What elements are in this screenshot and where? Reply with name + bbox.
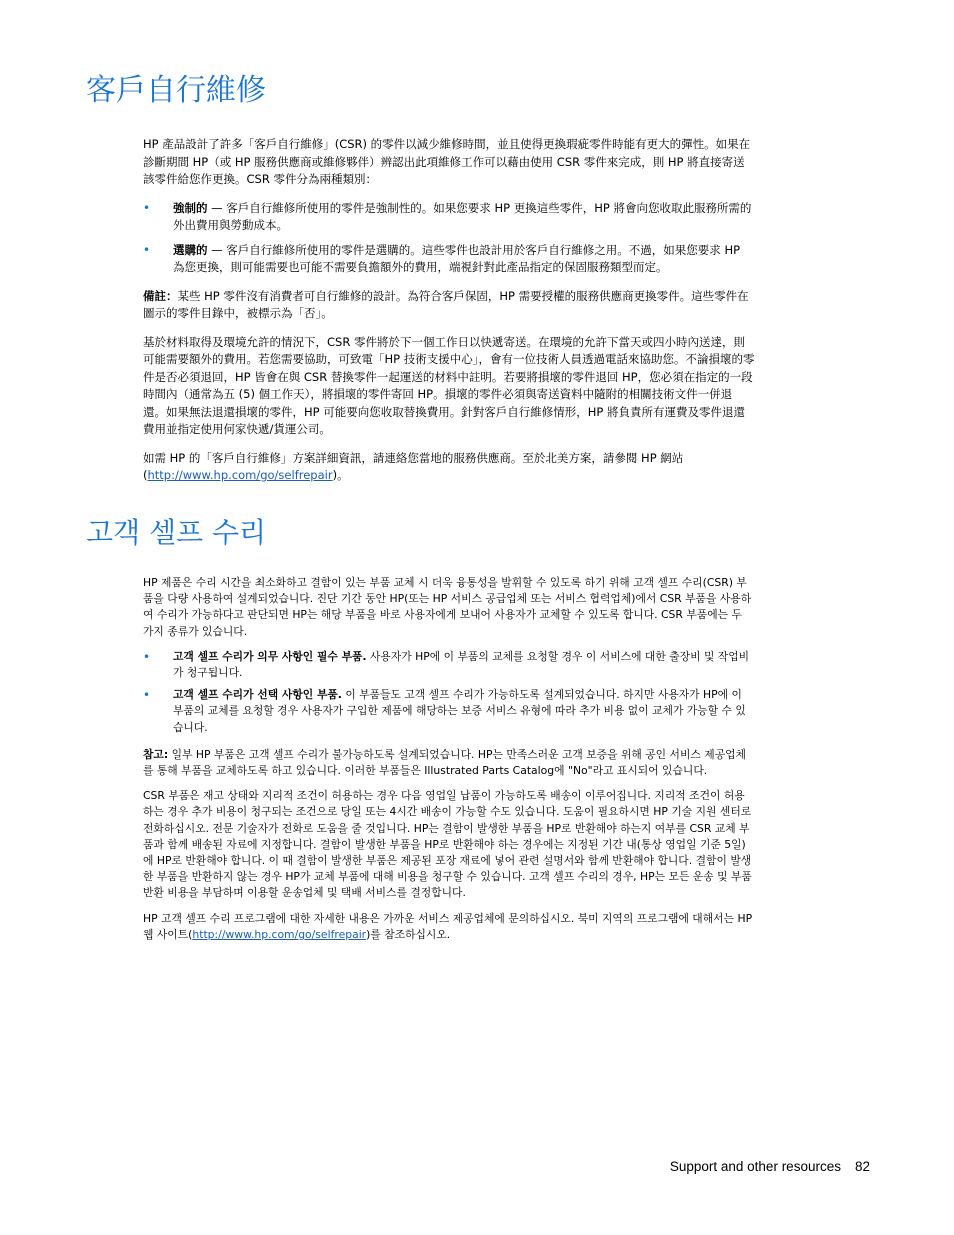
note-label: 참고: [143, 747, 169, 761]
closing-prefix: 如需 HP 的「客戶自行維修」方案詳細資訊，請連絡您當地的服務供應商。至於北美方案，請參閱 HP 網站 ( [143, 450, 684, 482]
part-category-list [143, 649, 755, 736]
intro-paragraph: HP 제품은 수리 시간을 최소화하고 결함이 있는 부품 교체 시 더욱 융통성을 발휘할 수 있도록 하기 위해 고객 셀프 수리(CSR) 부품을 다량 사용하여 설계되었습니다. 진단 기간 동안 HP(또는 HP 서비스 공급업체 또는 서비스 협력업체)에서 CSR 부품을 사용하여 수리가 가능하다고 판단되면 HP는 해당 부품을 바로 사용자에게 보내어 사용자가 교체할 수 있도록 합니다. CSR 부품에는 두 가지 종류가 있습니다. [143, 576, 752, 638]
page-footer [670, 1159, 870, 1174]
bullet-term: 強制的 [173, 200, 208, 215]
closing-paragraph [143, 911, 755, 943]
note-paragraph [143, 288, 755, 323]
heading-korean: 고객 셀프 수리 [86, 516, 267, 549]
body-paragraph: CSR 부품은 재고 상태와 지리적 조건이 허용하는 경우 다음 영업일 납품이 가능하도록 배송이 이루어집니다. 지리적 조건이 허용하는 경우 추가 비용이 청구되는 조건으로 당일 또는 4시간 배송이 가능할 수도 있습니다. 도움이 필요하시면 HP 기술 지원 센터로 전화하십시오. 전문 기술자가 전화로 도움을 줄 것입니다. HP는 결함이 발생한 부품을 HP로 반환해야 하는지 여부를 CSR 교체 부품과 함께 배송된 자료에 지정합니다. 결함이 발생한 부품을 HP로 반환해야 하는 경우에는 지정된 기간 내(통상 영업일 기준 5일)에 HP로 반환해야 합니다. 이 때 결함이 발생한 부품은 제공된 포장 재료에 넣어 관련 설명서와 함께 반환해야 합니다. 결함이 발생한 부품을 반환하지 않는 경우 HP가 교체 부품에 대해 비용을 청구할 수 있습니다. 고객 셀프 수리의 경우, HP는 모든 운송 및 부품 반환 비용을 부담하며 이용할 운송업체 및 택배 서비스를 결정합니다. [143, 789, 752, 900]
list-item-optional [143, 687, 755, 736]
note-text: 일부 HP 부품은 고객 셀프 수리가 불가능하도록 설계되었습니다. HP는 만족스러운 고객 보증을 위해 공인 서비스 제공업체를 통해 부품을 교체하도록 하고 있습니다. 이러한 부품들은 Illustrated Parts Catalog에 "No"라고 표시되어 있습니다. [143, 747, 746, 778]
bullet-icon: • [143, 688, 151, 703]
bullet-text: — 客戶自行維修所使用的零件是強制性的。如果您要求 HP 更換這些零件，HP 將會向您收取此服務所需的外出費用與勞動成本。 [173, 200, 752, 232]
bullet-term: 고객 셀프 수리가 의무 사항인 필수 부품. [173, 649, 367, 663]
bullet-text: — 客戶自行維修所使用的零件是選購的。這些零件也設計用於客戶自行維修之用。不過，如果您要求 HP 為您更換，則可能需要也可能不需要負擔額外的費用，端視針對此產品指定的保固服務類型而定。 [173, 242, 741, 274]
bullet-term: 고객 셀프 수리가 선택 사항인 부품. [173, 688, 342, 702]
note-text: 某些 HP 零件沒有消費者可自行維修的設計。為符合客戶保固，HP 需要授權的服務供應商更換零件。這些零件在圖示的零件目錄中，被標示為「否」。 [143, 288, 749, 320]
note-label: 備註： [143, 288, 178, 303]
bullet-icon: • [143, 649, 151, 664]
closing-paragraph [143, 450, 755, 485]
note-paragraph [143, 747, 755, 779]
closing-suffix: )를 참조하십시오. [366, 927, 451, 941]
list-item-mandatory [143, 200, 755, 235]
page-number: 82 [854, 1159, 870, 1174]
closing-suffix: )。 [332, 468, 349, 482]
selfrepair-link[interactable]: http://www.hp.com/go/selfrepair [192, 927, 367, 941]
bullet-text: 사용자가 HP에 이 부품의 교체를 요청할 경우 이 서비스에 대한 출장비 및 작업비가 청구됩니다. [173, 649, 750, 680]
bullet-icon: • [143, 242, 151, 257]
list-item-mandatory [143, 649, 755, 681]
intro-paragraph: HP 產品設計了許多「客戶自行維修」(CSR) 的零件以減少維修時間，並且使得更換瑕疵零件時能有更大的彈性。如果在診斷期間 HP（或 HP 服務供應商或維修夥伴）辨認出此項維修工作可以藉由使用 CSR 零件來完成，則 HP 將直接寄送該零件給您作更換。CSR 零件分為兩種類別： [143, 137, 751, 186]
footer-section-title: Support and other resources [669, 1159, 841, 1174]
bullet-icon: • [143, 200, 151, 215]
heading-chinese: 客戶自行維修 [86, 73, 266, 108]
list-item-optional [143, 242, 755, 277]
selfrepair-link[interactable]: http://www.hp.com/go/selfrepair [147, 468, 333, 482]
body-paragraph: 基於材料取得及環境允許的情況下，CSR 零件將於下一個工作日以快遞寄送。在環境的允許下當天或四小時內送達，則可能需要額外的費用。若您需要協助，可致電「HP 技術支援中心」，會有一位技術人員透過電話來協助您。不論損壞的零件是否必須退回，HP 皆會在與 CSR 替換零件一起運送的材料中註明。若要將損壞的零件退回 HP，您必須在指定的一段時間內（通常為五 (5) 個工作天），將損壞的零件寄回 HP。損壞的零件必須與寄送資料中隨附的相關技術文件一併退還。如果無法退還損壞的零件，HP 可能要向您收取替換費用。針對客戶自行維修情形，HP 將負責所有運費及零件退還費用並指定使用何家快遞/貨運公司。 [143, 334, 755, 436]
bullet-term: 選購的 [173, 242, 208, 257]
bullet-text: 이 부품들도 고객 셀프 수리가 가능하도록 설계되었습니다. 하지만 사용자가 HP에 이 부품의 교체를 요청할 경우 사용자가 구입한 제품에 해당하는 보증 서비스 유형에 따라 추가 비용 없이 교체가 가능할 수 있습니다. [173, 688, 746, 734]
section-chinese [143, 136, 755, 496]
part-category-list [143, 200, 755, 277]
section-korean [143, 575, 755, 952]
closing-prefix: HP 고객 셀프 수리 프로그램에 대한 자세한 내용은 가까운 서비스 제공업체에 문의하십시오. 북미 지역의 프로그램에 대해서는 HP 웹 사이트( [143, 911, 753, 941]
